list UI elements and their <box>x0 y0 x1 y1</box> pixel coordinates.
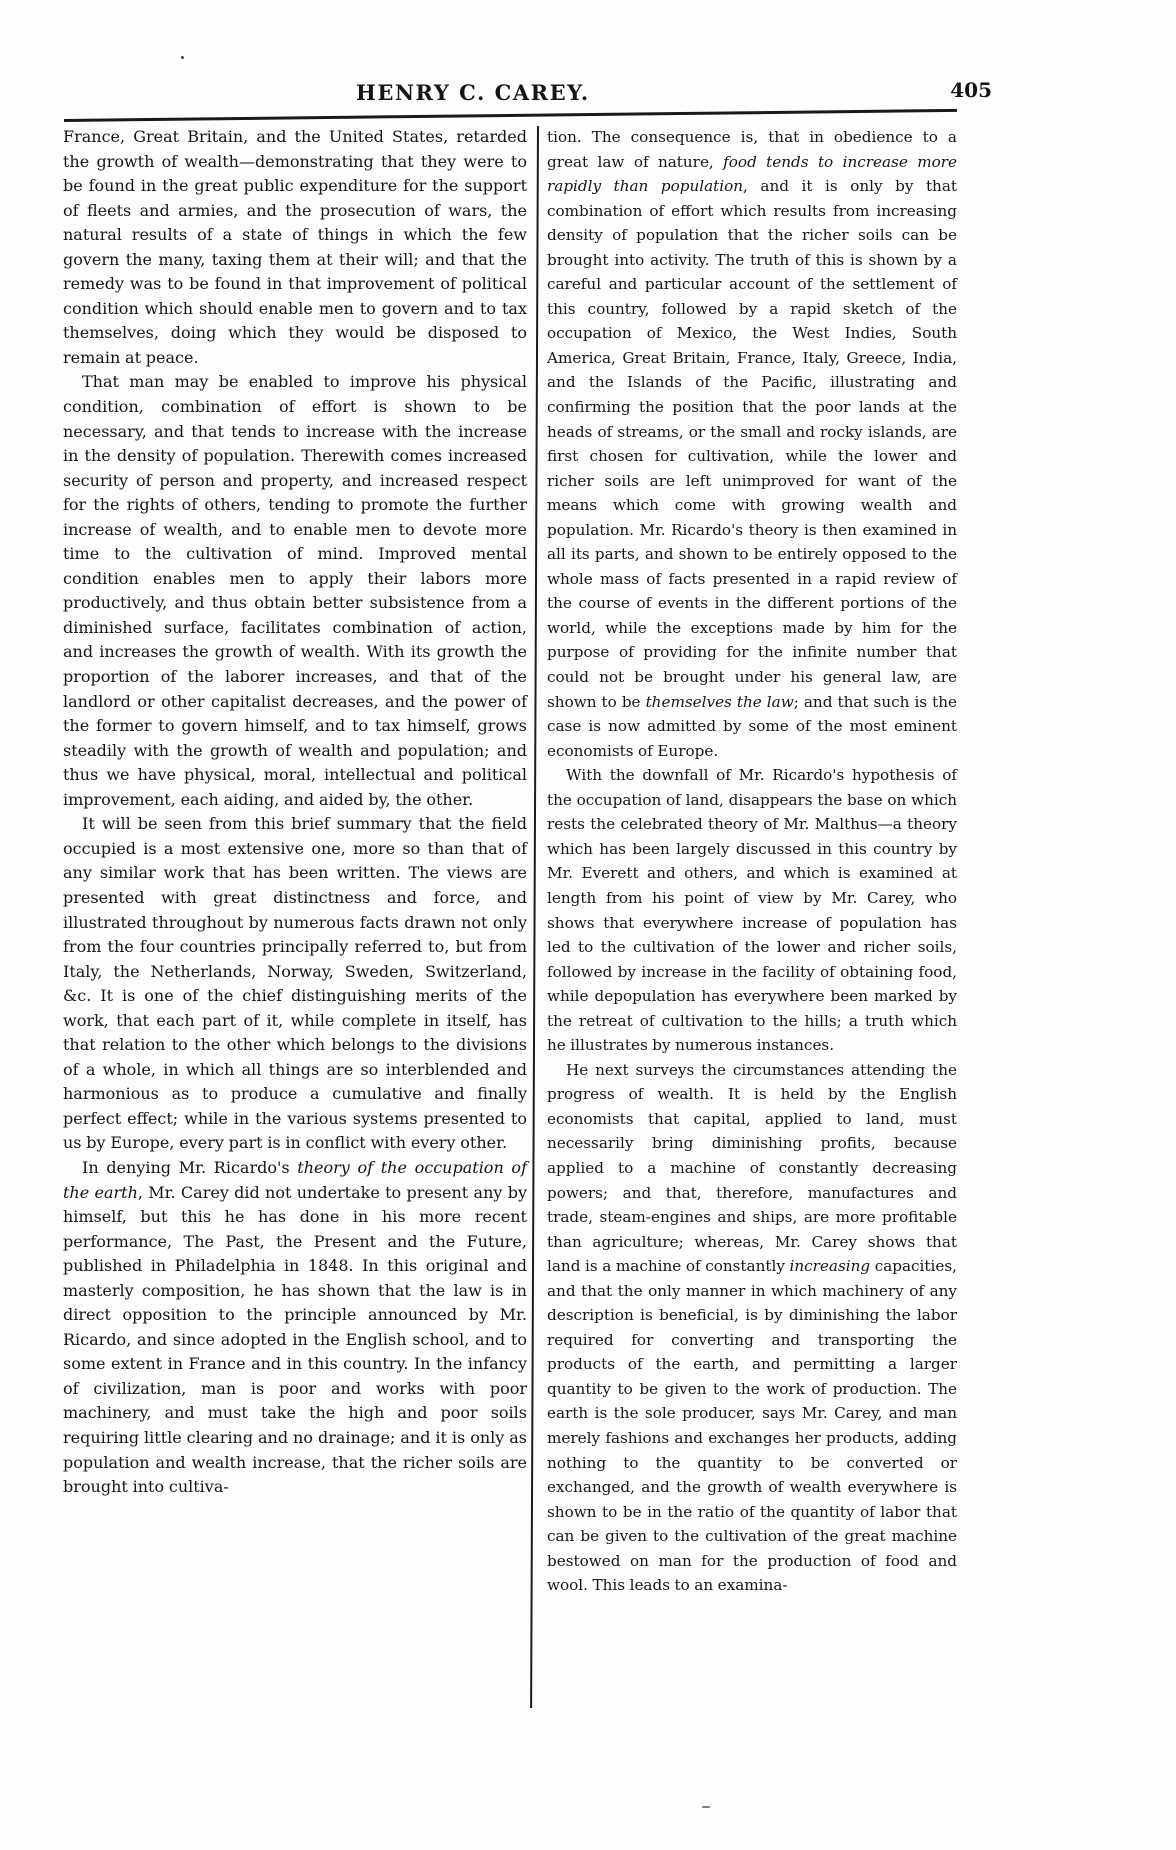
paragraph: tion. The consequence is, that in obedience to a great law of nature, food tends to increase more rapidly than population, and it is only by that combination of effort which results from increasing density of population that the richer soils can be brought into activity. The truth of this is shown by a careful and particular account of the settlement of this country, followed by a rapid sketch of the occupation of Mexico, the West Indies, South America, Great Britain, France, Italy, Greece, India, and the Islands of the Pacific, illustrating and confirming the position that the poor lands at the heads of streams, or the small and rocky islands, are first chosen for cultivation, while the lower and richer soils are left unimproved for want of the means which come with growing wealth and population. Mr. Ricardo's theory is then examined in all its parts, and shown to be entirely opposed to the whole mass of facts presented in a rapid review of the course of events in the different portions of the world, while the exceptions made by him for the purpose of providing for the infinite number that could not be brought under his general law, are shown to be themselves the law; and that such is the case is now admitted by some of the most eminent economists of Europe. <box>547 128 958 760</box>
paragraph: That man may be enabled to improve his physical condition, combination of effort is shown to be necessary, and that tends to increase with the increase in the density of population. Therewith comes increased security of person and property, and increased respect for the rights of others, tending to promote the further increase of wealth, and to enable men to devote more time to the cultivation of mind. Improved mental condition enables men to apply their labors more productively, and thus obtain better subsistence from a diminished surface, facilitates combination of action, and increases the growth of wealth. With its growth the proportion of the laborer increases, and that of the landlord or other capitalist decreases, and the power of the former to govern himself, and to tax himself, grows steadily with the growth of wealth and population; and thus we have physical, moral, intellectual and political improvement, each aiding, and aided by, the other. <box>63 372 527 809</box>
italic-phrase: food tends to increase more rapidly than population <box>547 152 957 196</box>
left-column <box>63 125 527 1500</box>
running-head-title: HENRY C. CAREY. <box>356 80 590 105</box>
scan-speck <box>181 56 184 59</box>
italic-phrase: theory of the occupation of the earth <box>63 1157 527 1202</box>
column-divider <box>530 126 539 1708</box>
paragraph: With the downfall of Mr. Ricardo's hypothesis of the occupation of land, disappears the base on which rests the celebrated theory of Mr. Malthus—a theory which has been largely discussed in this country by Mr. Everett and others, and which is examined at length from his point of view by Mr. Carey, who shows that everywhere increase of population has led to the cultivation of the lower and richer soils, followed by increase in the facility of obtaining food, while depopulation has everywhere been marked by the retreat of cultivation to the hills; a truth which he illustrates by numerous instances. <box>547 766 957 1055</box>
page-number: 405 <box>950 78 992 102</box>
paragraph: In denying Mr. Ricardo's theory of the occupation of the earth, Mr. Carey did not undertake to present any by himself, but this he has done in his more recent performance, The Past, the Present and the Future, published in Philadelphia in 1848. In this original and masterly composition, he has shown that the law is in direct opposition to the principle announced by Mr. Ricardo, and since adopted in the English school, and to some extent in France and in this country. In the infancy of civilization, man is poor and works with poor machinery, and must take the high and poor soils requiring little clearing and no drainage; and it is only as population and wealth increase, that the richer soils are brought into cultiva- <box>63 1157 527 1497</box>
scan-speck <box>702 1806 710 1808</box>
paragraph: He next surveys the circumstances attending the progress of wealth. It is held by the English economists that capital, applied to land, must necessarily bring diminishing profits, because applied to a machine of constantly decreasing powers; and that, therefore, manufactures and trade, steam-engines and ships, are more profitable than agriculture; whereas, Mr. Carey shows that land is a machine of constantly increasing capacities, and that the only manner in which machinery of any description is beneficial, is by diminishing the labor required for converting and transporting the products of the earth, and permitting a larger quantity to be given to the work of production. The earth is the sole producer, says Mr. Carey, and man merely fashions and exchanges her products, adding nothing to the quantity to be converted or exchanged, and the growth of wealth everywhere is shown to be in the ratio of the quantity of labor that can be given to the cultivation of the great machine bestowed on man for the production of food and wool. This leads to an examina- <box>547 1060 957 1595</box>
italic-phrase: increasing <box>789 1257 871 1276</box>
paragraph: It will be seen from this brief summary that the field occupied is a most extensive one, more so than that of any similar work that has been written. The views are presented with great distinctness and force, and illustrated throughout by numerous facts drawn not only from the four countries principally referred to, but from Italy, the Netherlands, Norway, Sweden, Switzerland, &c. It is one of the chief distinguishing merits of the work, that each part of it, while complete in itself, has that relation to the other which belongs to the divisions of a whole, in which all things are so interblended and harmonious as to produce a cumulative and finally perfect effect; while in the various systems presented to us by Europe, every part is in conflict with every other. <box>63 814 527 1153</box>
italic-phrase: themselves the law <box>645 692 794 711</box>
right-column <box>547 125 957 1598</box>
paragraph: France, Great Britain, and the United States, retarded the growth of wealth—demonstrating that they were to be found in the great public expenditure for the support of fleets and armies, and the prosecution of wars, the natural results of a state of things in which the few govern the many, taxing them at their will; and that the remedy was to be found in that improvement of political condition which should enable men to govern and to tax themselves, doing which they would be disposed to remain at peace. <box>63 127 527 367</box>
header-rule <box>64 109 957 122</box>
